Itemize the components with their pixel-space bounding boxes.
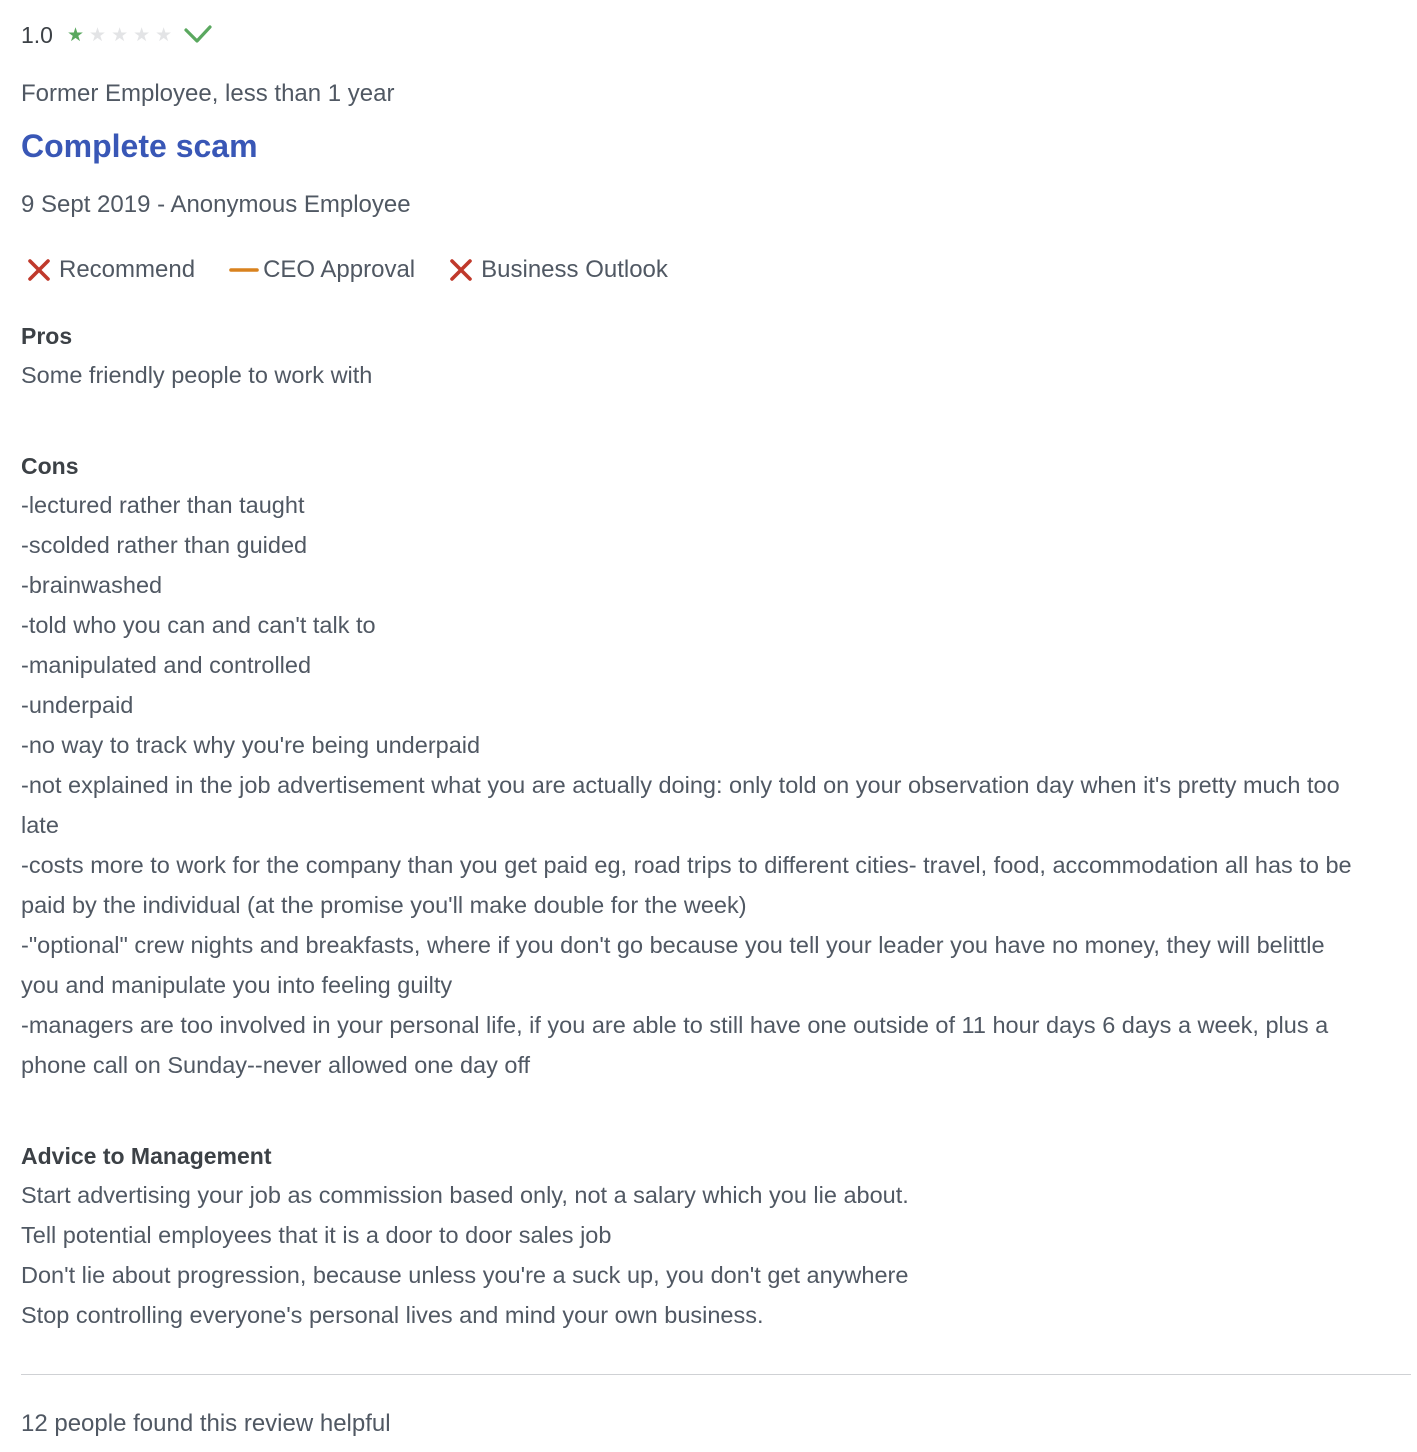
advice-text — [21, 1175, 1411, 1335]
recommend-label: Recommend — [59, 256, 196, 283]
advice-line: Don't lie about progression, because unless you're a suck up, you don't get anywhere — [21, 1262, 909, 1288]
business-outlook-indicator — [449, 252, 668, 288]
business-outlook-label: Business Outlook — [481, 256, 668, 283]
rating-value: 1.0 — [21, 21, 53, 48]
cons-line: -costs more to work for the company than you get paid eg, road trips to different cities- travel, food, accommodation all has to be — [21, 852, 1352, 878]
recommend-indicator — [27, 252, 195, 288]
cons-line: -"optional" crew nights and breakfasts, where if you don't go because you tell your leader you have no money, they will belittle — [21, 932, 1325, 958]
employee-status: Former Employee, less than 1 year — [21, 80, 395, 107]
cons-line: -no way to track why you're being underpaid — [21, 732, 481, 758]
review-date-author: 9 Sept 2019 - Anonymous Employee — [21, 191, 411, 218]
divider — [21, 1374, 1411, 1375]
cons-text — [21, 485, 1411, 1085]
ratings-strip — [27, 252, 702, 288]
star-empty-icon: ★ — [155, 24, 173, 46]
advice-line: Stop controlling everyone's personal lives and mind your own business. — [21, 1302, 764, 1328]
cons-line: -brainwashed — [21, 572, 163, 598]
cons-line: you and manipulate you into feeling guilty — [21, 972, 453, 998]
pros-heading: Pros — [21, 323, 73, 349]
cons-heading: Cons — [21, 453, 79, 479]
x-icon — [449, 258, 473, 282]
star-rating — [67, 26, 177, 45]
pros-line: Some friendly people to work with — [21, 362, 373, 388]
star-filled-icon: ★ — [66, 24, 85, 46]
cons-line: -underpaid — [21, 692, 134, 718]
advice-line: Tell potential employees that it is a door to door sales job — [21, 1222, 612, 1248]
pros-text — [21, 355, 1411, 395]
cons-line: -scolded rather than guided — [21, 532, 308, 558]
star-empty-icon: ★ — [111, 24, 129, 46]
cons-line: late — [21, 812, 59, 838]
ceo-approval-label: CEO Approval — [263, 256, 416, 283]
dash-icon — [229, 258, 259, 282]
cons-line: -lectured rather than taught — [21, 492, 305, 518]
cons-line: -manipulated and controlled — [21, 652, 312, 678]
star-empty-icon: ★ — [89, 24, 107, 46]
cons-line: -managers are too involved in your personal life, if you are able to still have one outside of 11 hour days 6 days a week, plus a — [21, 1012, 1329, 1038]
cons-line: -told who you can and can't talk to — [21, 612, 376, 638]
cons-line: phone call on Sunday--never allowed one day off — [21, 1052, 531, 1078]
ceo-approval-indicator — [229, 252, 415, 288]
review-title-link[interactable]: Complete scam — [21, 128, 258, 164]
rating-row — [21, 18, 213, 52]
advice-line: Start advertising your job as commission based only, not a salary which you lie about. — [21, 1182, 909, 1208]
x-icon — [27, 258, 51, 282]
star-empty-icon: ★ — [133, 24, 151, 46]
advice-heading: Advice to Management — [21, 1143, 272, 1169]
cons-line: -not explained in the job advertisement what you are actually doing: only told on your observation day when it's pretty much too — [21, 772, 1340, 798]
checkmark-icon[interactable] — [183, 24, 213, 46]
cons-line: paid by the individual (at the promise you'll make double for the week) — [21, 892, 747, 918]
helpful-count: 12 people found this review helpful — [21, 1410, 391, 1437]
